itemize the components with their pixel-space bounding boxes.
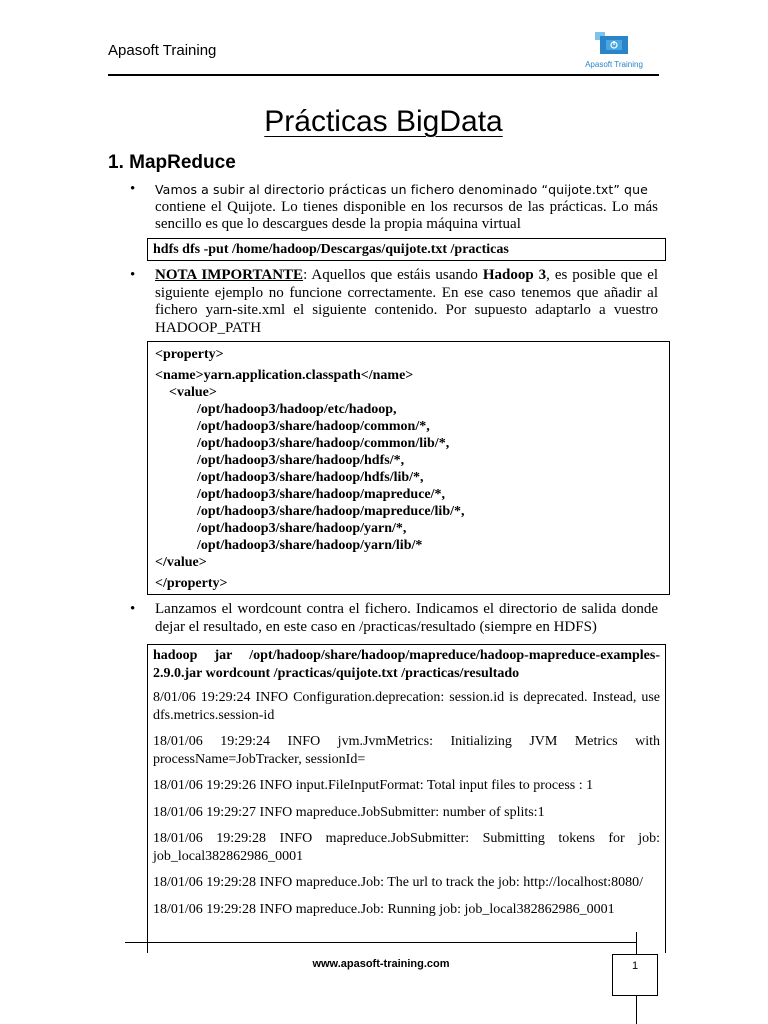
xml-line: /opt/hadoop3/share/hadoop/mapreduce/*, <box>155 487 446 502</box>
company-logo <box>570 26 658 76</box>
bullet-upload <box>155 181 658 234</box>
xml-line: </property> <box>155 576 228 591</box>
bullet-upload-line1: • Vamos a subir al directorio prácticas un fichero denominado “quijote.txt” que <box>155 182 648 197</box>
bullet-wordcount <box>155 601 658 636</box>
xml-line: /opt/hadoop3/share/hadoop/common/lib/*, <box>155 436 450 451</box>
bullet-upload-rest: contiene el Quijote. Lo tienes disponible en los recursos de las prácticas. Lo más sencillo es que lo descargues desde la propia máquina virtual <box>155 198 658 232</box>
log-line: 18/01/06 19:29:26 INFO input.FileInputFormat: Total input files to process : 1 <box>153 778 594 793</box>
page-title <box>108 105 659 139</box>
bullet-wordcount-text: Lanzamos el wordcount contra el fichero. Indicamos el directorio de salida donde dejar el resultado, en este caso en /practicas/resultado (siempre en HDFS) <box>155 601 658 635</box>
command-put: hdfs dfs -put /home/hadoop/Descargas/quijote.txt /practicas <box>153 242 509 257</box>
wordcount-command: hadoop jar /opt/hadoop/share/hadoop/mapreduce/hadoop-mapreduce-examples-2.9.0.jar wordcount /practicas/quijote.txt /practicas/resultado <box>153 648 660 681</box>
log-line: 18/01/06 19:29:28 INFO mapreduce.JobSubmitter: Submitting tokens for job: job_local382862986_0001 <box>153 831 660 864</box>
xml-line: /opt/hadoop3/share/hadoop/yarn/lib/* <box>155 538 423 553</box>
note-label: NOTA IMPORTANTE <box>155 267 304 283</box>
note-text2: , es posible que el siguiente ejemplo no funcione correctamente. En ese caso tenemos que añadir al fichero yarn-site.xml el siguiente contenido. Por supuesto adaptarlo a vuestro HADOOP_PATH <box>155 267 659 336</box>
xml-line: /opt/hadoop3/hadoop/etc/hadoop, <box>155 402 397 417</box>
logo-icon <box>570 26 658 62</box>
xml-line: /opt/hadoop3/share/hadoop/mapreduce/lib/*, <box>155 504 465 519</box>
page-number: 1 <box>612 954 658 996</box>
note-bold: Hadoop 3 <box>482 267 547 283</box>
xml-line: /opt/hadoop3/share/hadoop/hdfs/lib/*, <box>155 470 424 485</box>
log-line: 8/01/06 19:29:24 INFO Configuration.deprecation: session.id is deprecated. Instead, use dfs.metrics.session-id <box>153 690 660 723</box>
log-line: 18/01/06 19:29:27 INFO mapreduce.JobSubmitter: number of splits:1 <box>153 804 545 820</box>
logo-caption: Apasoft Training <box>585 60 643 69</box>
note-text1: : Aquellos que estáis usando <box>303 267 483 283</box>
log-line: 18/01/06 19:29:24 INFO jvm.JvmMetrics: Initializing JVM Metrics with processName=JobTracker, sessionId= <box>153 734 660 767</box>
bullet-note <box>155 267 658 337</box>
xml-line: /opt/hadoop3/share/hadoop/hdfs/*, <box>155 453 405 468</box>
xml-line: /opt/hadoop3/share/hadoop/common/*, <box>155 419 430 434</box>
section-heading: 1. MapReduce <box>108 152 236 173</box>
xml-line: <value> <box>155 385 217 400</box>
xml-line: <property> <box>155 347 224 362</box>
header-divider <box>108 74 659 76</box>
command-put-box <box>147 238 666 261</box>
xml-line: /opt/hadoop3/share/hadoop/yarn/*, <box>155 521 407 536</box>
header-company-name: Apasoft Training <box>108 42 217 59</box>
command-log-box <box>147 644 666 953</box>
log-line: 18/01/06 19:29:28 INFO mapreduce.Job: Running job: job_local382862986_0001 <box>153 901 615 917</box>
xml-line: </value> <box>155 555 207 570</box>
footer-url: www.apasoft-training.com <box>312 958 450 970</box>
page-title-text: Prácticas BigData <box>264 105 503 138</box>
footer-divider <box>125 942 637 943</box>
xml-line: <name>yarn.application.classpath</name> <box>155 368 414 383</box>
xml-config-box <box>147 341 670 595</box>
log-line: 18/01/06 19:29:28 INFO mapreduce.Job: The url to track the job: http://localhost:8080/ <box>153 875 644 890</box>
